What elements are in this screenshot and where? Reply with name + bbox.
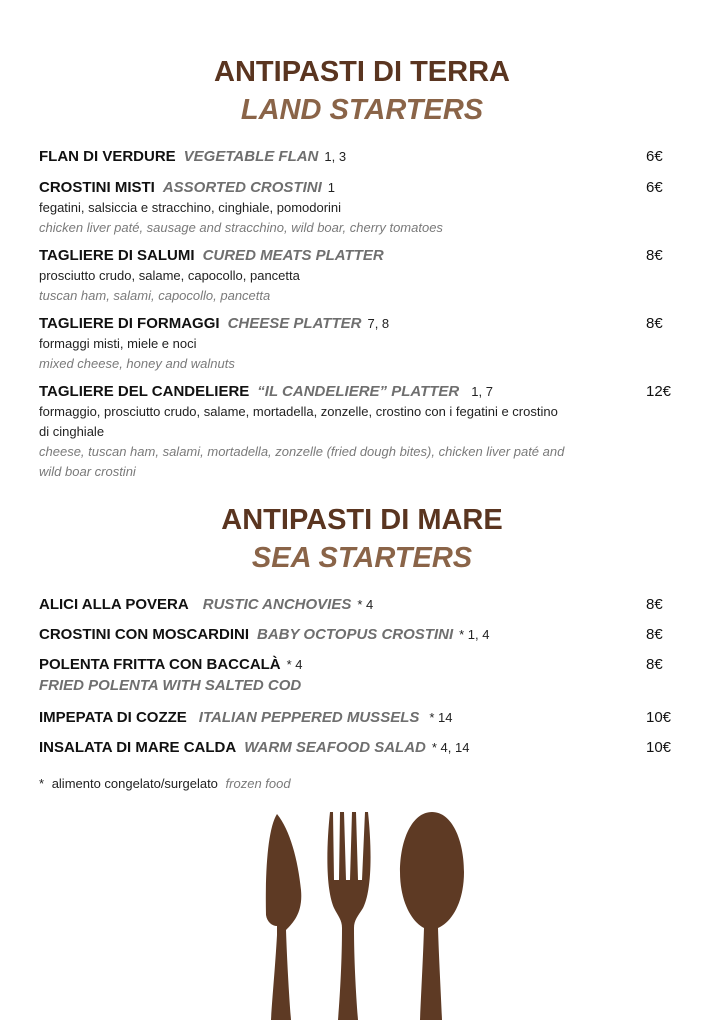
menu-item-tagliere-del-candeliere	[39, 382, 689, 482]
item-name-en: WARM SEAFOOD SALAD	[244, 739, 426, 756]
sea-title-en: SEA STARTERS	[251, 542, 473, 574]
item-allergens: * 4	[286, 657, 303, 672]
item-name-it: IMPEPATA DI COZZE	[39, 709, 187, 726]
land-title-it: ANTIPASTI DI TERRA	[214, 56, 510, 88]
menu-item-crostini-con-moscardini	[39, 625, 689, 645]
knife-icon	[266, 814, 301, 1020]
item-price: 12€	[646, 383, 672, 400]
item-price: 6€	[646, 179, 663, 196]
item-name-it: CROSTINI CON MOSCARDINI	[39, 626, 249, 643]
item-price: 8€	[646, 247, 663, 264]
item-price: 10€	[646, 709, 672, 726]
item-allergens: * 1, 4	[459, 627, 490, 642]
sea-title-it: ANTIPASTI DI MARE	[221, 504, 503, 536]
menu-item-alici-alla-povera	[39, 595, 689, 615]
item-name-it: TAGLIERE DI FORMAGGI	[39, 315, 220, 332]
item-name-en: CURED MEATS PLATTER	[202, 247, 384, 264]
item-price: 8€	[646, 315, 663, 332]
item-name-it: CROSTINI MISTI	[39, 179, 155, 196]
item-description-it: fegatini, salsiccia e stracchino, cinghiale, pomodorini	[39, 200, 342, 215]
menu-item-flan-di-verdure	[39, 147, 689, 167]
item-name-en: VEGETABLE FLAN	[183, 148, 319, 165]
item-allergens: 1, 7	[471, 384, 493, 399]
item-allergens: * 4	[357, 597, 374, 612]
sea-section-header	[0, 501, 724, 577]
item-name-it: POLENTA FRITTA CON BACCALÀ	[39, 656, 281, 673]
item-name-en: “IL CANDELIERE” PLATTER	[257, 383, 460, 400]
menu-item-tagliere-di-salumi	[39, 246, 689, 306]
frozen-food-footnote	[39, 776, 291, 791]
menu-item-impepata-di-cozze	[39, 708, 689, 728]
item-name-it: TAGLIERE DEL CANDELIERE	[39, 383, 250, 400]
item-description-it: formaggio, prosciutto crudo, salame, mortadella, zonzelle, crostino con i fegatini e crostino di cinghiale	[39, 404, 558, 439]
item-name-en: FRIED POLENTA WITH SALTED COD	[39, 677, 302, 694]
item-price: 8€	[646, 626, 663, 643]
item-description-en: chicken liver paté, sausage and stracchino, wild boar, cherry tomatoes	[39, 220, 443, 235]
footnote-text-en: frozen food	[225, 776, 291, 791]
item-allergens: 1	[327, 180, 335, 195]
item-name-en: ITALIAN PEPPERED MUSSELS	[198, 709, 420, 726]
item-name-it: INSALATA DI MARE CALDA	[39, 739, 237, 756]
item-allergens: 1, 3	[324, 149, 347, 164]
item-price: 8€	[646, 656, 663, 673]
menu-item-insalata-di-mare-calda	[39, 738, 689, 758]
land-section-header	[0, 53, 724, 129]
item-price: 10€	[646, 739, 672, 756]
item-name-it: TAGLIERE DI SALUMI	[39, 247, 195, 264]
item-name-en: CHEESE PLATTER	[227, 315, 362, 332]
item-description-en: cheese, tuscan ham, salami, mortadella, zonzelle (fried dough bites), chicken liver paté and wild boar crostini	[39, 444, 565, 479]
item-allergens: * 4, 14	[431, 740, 470, 755]
menu-item-tagliere-di-formaggi	[39, 314, 689, 374]
item-allergens: * 14	[429, 710, 453, 725]
item-name-en: RUSTIC ANCHOVIES	[202, 596, 352, 613]
item-name-en: BABY OCTOPUS CROSTINI	[257, 626, 454, 643]
item-name-it: ALICI ALLA POVERA	[39, 596, 189, 613]
item-description-en: mixed cheese, honey and walnuts	[39, 356, 235, 371]
item-price: 8€	[646, 596, 663, 613]
item-description-it: prosciutto crudo, salame, capocollo, pancetta	[39, 268, 300, 283]
item-price: 6€	[646, 148, 663, 165]
footnote-symbol: *	[39, 776, 45, 791]
item-description-it: formaggi misti, miele e noci	[39, 336, 197, 351]
item-name-en: ASSORTED CROSTINI	[162, 179, 322, 196]
item-name-it: FLAN DI VERDURE	[39, 148, 176, 165]
cutlery-illustration	[260, 810, 470, 1024]
item-allergens: 7, 8	[367, 316, 390, 331]
fork-icon	[327, 812, 370, 1020]
menu-item-crostini-misti	[39, 178, 689, 238]
footnote-text-it: alimento congelato/surgelato	[51, 776, 218, 791]
item-description-en: tuscan ham, salami, capocollo, pancetta	[39, 288, 271, 303]
spoon-icon	[400, 812, 464, 1020]
land-title-en: LAND STARTERS	[240, 94, 484, 126]
menu-item-polenta-fritta-con-baccala	[39, 655, 689, 697]
